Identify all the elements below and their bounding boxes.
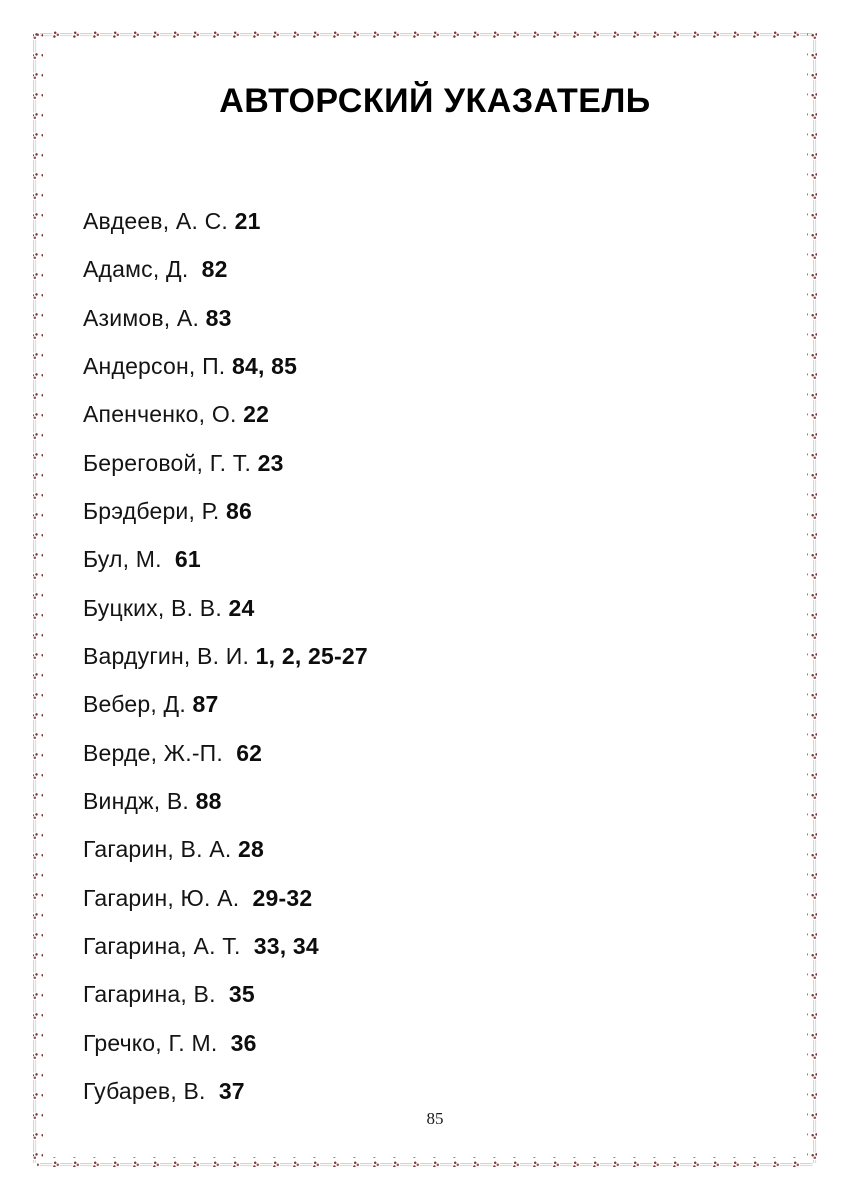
index-entry — [83, 874, 787, 922]
entry-separator — [188, 256, 201, 282]
entry-separator — [222, 595, 229, 621]
author-name: Губарев, В. — [83, 1077, 206, 1104]
index-entry — [83, 922, 787, 970]
index-entry — [83, 680, 787, 728]
entry-page-numbers: 35 — [228, 981, 255, 1008]
trefoil-ornament-bottom-border — [37, 1157, 813, 1167]
entry-separator — [189, 788, 196, 814]
trefoil-ornament-top-border — [37, 29, 813, 39]
entry-separator — [241, 933, 254, 959]
entry-page-numbers: 36 — [230, 1029, 257, 1056]
author-name: Гагарин, В. А. — [83, 836, 232, 863]
index-entry — [83, 584, 787, 632]
index-entry — [83, 439, 787, 487]
author-name: Адамс, Д. — [83, 256, 189, 283]
entry-separator — [225, 353, 232, 379]
entry-page-numbers: 21 — [234, 208, 261, 234]
entry-separator — [216, 981, 229, 1007]
entry-separator — [186, 691, 193, 717]
author-name: Верде, Ж.-П. — [83, 739, 223, 766]
entry-page-numbers: 1, 2, 25-27 — [255, 642, 368, 669]
author-name: Буцких, В. В. — [83, 594, 222, 621]
entry-separator — [206, 1078, 219, 1104]
entry-separator — [217, 1030, 230, 1056]
author-index-list — [83, 197, 787, 1115]
index-entry — [83, 632, 787, 680]
entry-page-numbers: 24 — [228, 594, 255, 621]
entry-page-numbers: 62 — [236, 739, 263, 766]
entry-separator — [228, 208, 235, 234]
index-entry — [83, 390, 787, 438]
author-name: Вебер, Д. — [83, 691, 186, 718]
index-entry — [83, 970, 787, 1018]
index-entry — [83, 1019, 787, 1067]
index-entry — [83, 245, 787, 293]
entry-separator — [199, 305, 206, 331]
entry-page-numbers: 29-32 — [252, 884, 313, 911]
author-name: Азимов, А. — [83, 304, 200, 331]
author-name: Виндж, В. — [83, 787, 190, 814]
author-name: Гагарин, Ю. А. — [83, 884, 240, 911]
index-entry — [83, 777, 787, 825]
index-entry — [83, 294, 787, 342]
author-name: Гагарина, В. — [83, 981, 216, 1008]
entry-separator — [239, 885, 252, 911]
index-entry — [83, 535, 787, 583]
page-title: АВТОРСКИЙ УКАЗАТЕЛЬ — [219, 82, 651, 120]
trefoil-ornament-left-border — [33, 33, 43, 1163]
author-name: Авдеев, А. С. — [83, 208, 229, 234]
index-entry — [83, 342, 787, 390]
author-name: Андерсон, П. — [83, 352, 226, 379]
entry-separator — [251, 450, 258, 476]
entry-page-numbers: 33, 34 — [253, 932, 319, 959]
index-entry — [83, 729, 787, 777]
entry-separator — [231, 836, 238, 862]
entry-separator — [249, 643, 256, 669]
entry-page-numbers: 84, 85 — [232, 352, 298, 379]
entry-separator — [162, 546, 175, 572]
index-entry — [83, 487, 787, 535]
trefoil-ornament-right-border — [807, 33, 817, 1163]
entry-separator — [223, 740, 236, 766]
entry-page-numbers: 83 — [205, 304, 232, 331]
author-name: Апенченко, О. — [83, 401, 237, 428]
entry-page-numbers: 87 — [192, 691, 219, 718]
page-number: 85 — [426, 1109, 444, 1128]
entry-page-numbers: 37 — [218, 1077, 245, 1104]
author-name: Гречко, Г. М. — [83, 1029, 218, 1056]
author-name: Береговой, Г. Т. — [83, 449, 252, 476]
entry-page-numbers: 22 — [243, 401, 270, 428]
entry-page-numbers: 82 — [201, 256, 228, 283]
index-entry — [83, 825, 787, 873]
author-name: Гагарина, А. Т. — [83, 932, 241, 959]
author-name: Бул, М. — [83, 546, 162, 573]
entry-page-numbers: 61 — [174, 546, 201, 573]
entry-page-numbers: 86 — [226, 497, 253, 524]
index-entry — [83, 197, 787, 245]
entry-page-numbers: 28 — [238, 836, 264, 863]
entry-page-numbers: 88 — [195, 787, 222, 814]
author-name: Вардугин, В. И. — [83, 642, 250, 669]
author-name: Брэдбери, Р. — [83, 497, 220, 524]
entry-page-numbers: 23 — [257, 449, 284, 476]
